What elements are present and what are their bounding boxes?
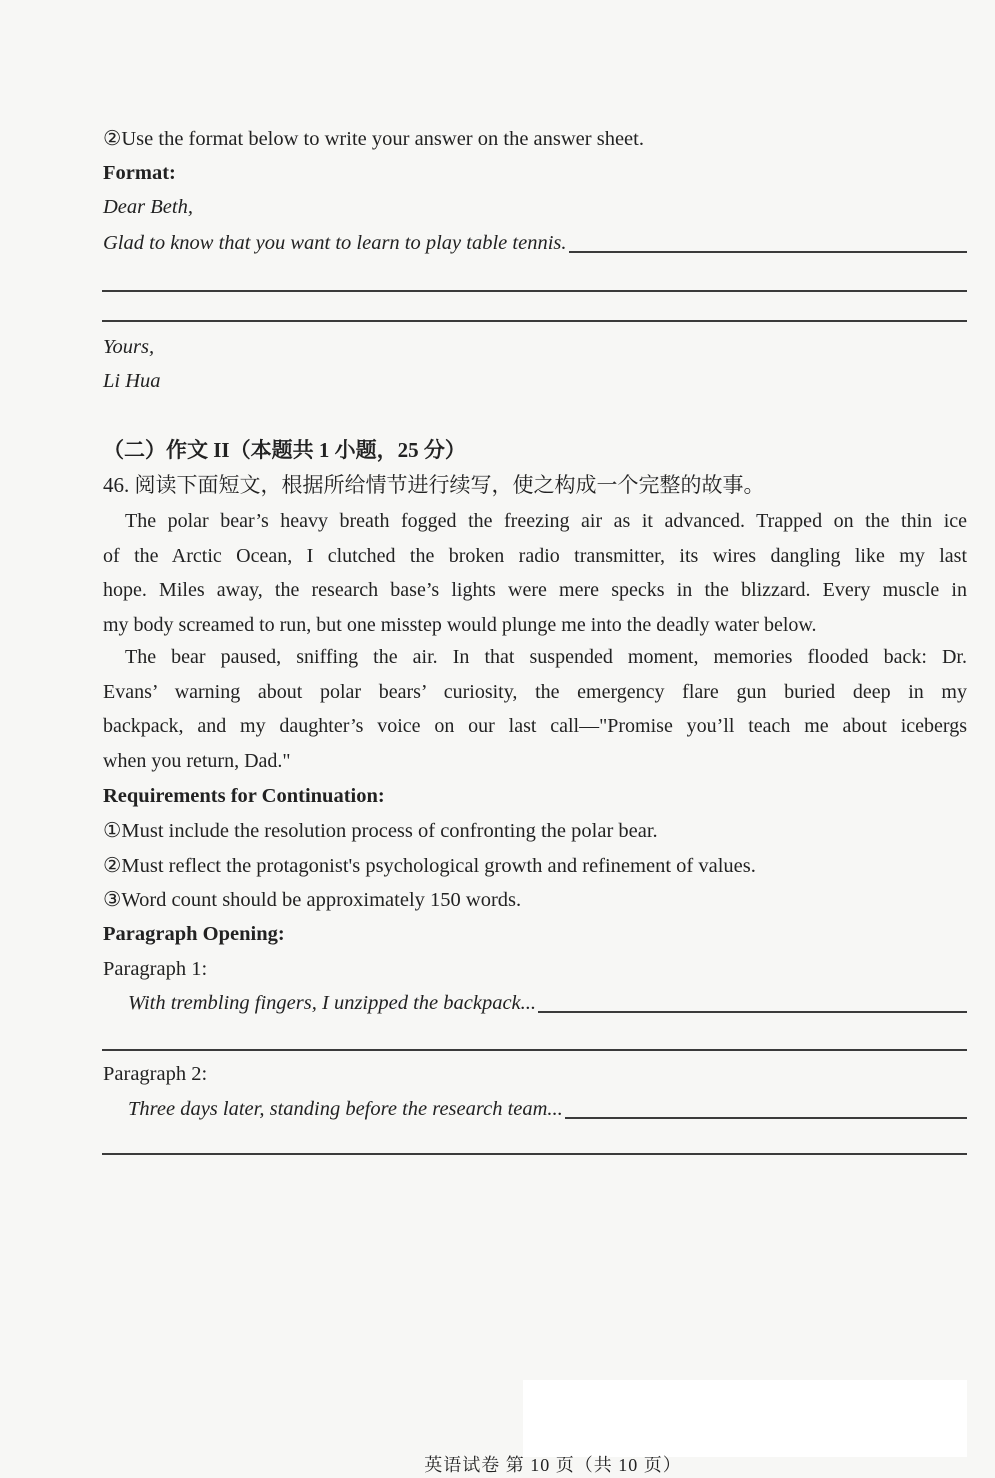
instruction-use-format: ②Use the format below to write your answer on the answer sheet. [103, 128, 644, 150]
answer-blank-line-1 [102, 290, 967, 292]
format-label: Format: [103, 162, 176, 184]
answer-blank-line-2 [102, 320, 967, 322]
letter-opening-text: Glad to know that you want to learn to play table tennis. [103, 232, 567, 254]
requirement-item-2: ②Must reflect the protagonist's psychological growth and refinement of values. [103, 854, 756, 877]
letter-salutation: Dear Beth, [103, 196, 193, 218]
passage-p1-line-4: my body screamed to run, but one misstep would plunge me into the deadly water below. [103, 613, 817, 636]
passage-paragraph-1 [103, 504, 967, 642]
passage-p1-line-3: hope. Miles away, the research base’s lights were mere specks in the blizzard. Every muscle in [103, 579, 967, 601]
paragraph-opening-heading: Paragraph Opening: [103, 923, 285, 945]
passage-p1-line-1: The polar bear’s heavy breath fogged the freezing air as it advanced. Trapped on the thin ice [125, 510, 967, 532]
paragraph-1-opening-text: With trembling fingers, I unzipped the backpack... [128, 992, 537, 1014]
paragraph-1-label: Paragraph 1: [103, 958, 208, 980]
requirements-heading: Requirements for Continuation: [103, 785, 385, 807]
paragraph-2-opening-text: Three days later, standing before the research team... [128, 1098, 563, 1120]
answer-blank-line-4 [102, 1153, 967, 1155]
passage-paragraph-2 [103, 640, 967, 778]
answer-blank-inline-3 [565, 1092, 967, 1119]
passage-p1-line-2: of the Arctic Ocean, I clutched the broken radio transmitter, its wires dangling like my last [103, 544, 967, 567]
answer-blank-inline-1 [569, 226, 968, 253]
passage-p2-line-4: when you return, Dad." [103, 749, 291, 772]
section-heading: （二）作文 II（本题共 1 小题，25 分） [103, 438, 466, 462]
paragraph-2-opening-row [103, 1092, 967, 1126]
answer-blank-inline-2 [538, 986, 967, 1013]
paragraph-1-opening-row [103, 986, 967, 1020]
requirements-list [103, 814, 967, 918]
white-patch [523, 1380, 967, 1457]
passage-p2-line-3: backpack, and my daughter’s voice on our last call—"Promise you’ll teach me about icebergs [103, 715, 967, 737]
letter-opening-row [103, 226, 967, 260]
passage-p2-line-2: Evans’ warning about polar bears’ curiosity, the emergency flare gun buried deep in my [103, 680, 967, 703]
requirement-item-3: ③Word count should be approximately 150 words. [103, 889, 522, 911]
answer-blank-line-3 [102, 1049, 967, 1051]
paragraph-2-label: Paragraph 2: [103, 1063, 208, 1085]
page-footer: 英语试卷 第 10 页（共 10 页） [424, 1455, 682, 1475]
requirement-item-1: ①Must include the resolution process of confronting the polar bear. [103, 820, 658, 842]
passage-p2-line-1: The bear paused, sniffing the air. In that suspended moment, memories flooded back: Dr. [125, 646, 967, 668]
letter-signature: Li Hua [103, 370, 161, 392]
letter-closing: Yours, [103, 336, 155, 358]
question-46: 46. 阅读下面短文，根据所给情节进行续写，使之构成一个完整的故事。 [103, 473, 765, 497]
